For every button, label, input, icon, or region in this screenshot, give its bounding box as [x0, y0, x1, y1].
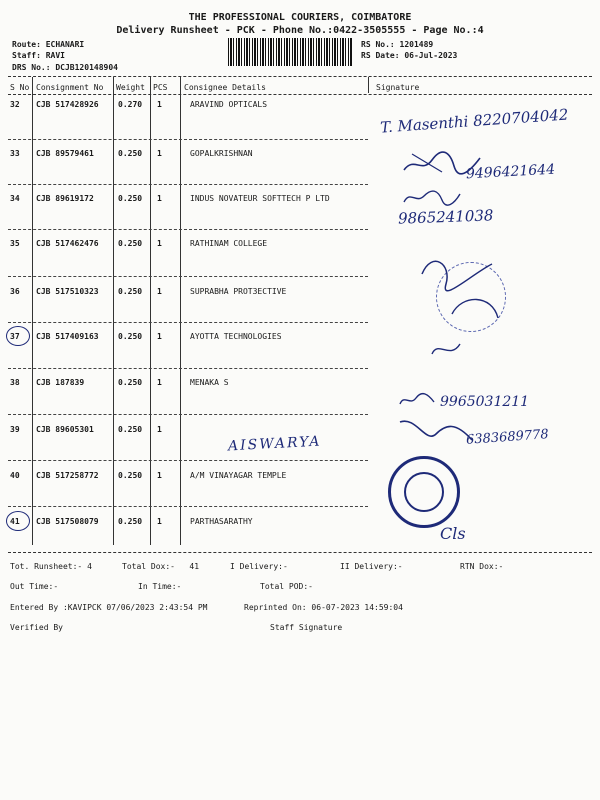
verified-by: Verified By — [10, 623, 63, 632]
round-seal-inner — [404, 472, 444, 512]
row-weight: 0.270 — [118, 100, 143, 109]
signature-39: 6383689778 — [465, 427, 550, 448]
col-header-weight: Weight — [116, 83, 145, 92]
row-separator — [8, 229, 368, 230]
row-separator — [8, 139, 368, 140]
signature-32: T. Masenthi 8220704042 — [379, 105, 569, 137]
row-separator — [8, 460, 368, 461]
row-sno: 32 — [10, 100, 20, 109]
row-pcs: 1 — [157, 194, 162, 203]
i-delivery: I Delivery:- — [230, 562, 288, 571]
row-sno: 39 — [10, 425, 20, 434]
col-divider — [150, 77, 151, 545]
row-weight: 0.250 — [118, 378, 143, 387]
row-consignment: CJB 89619172 — [36, 194, 94, 203]
row-consignee: RATHINAM COLLEGE — [190, 239, 268, 248]
staff-signature: Staff Signature — [270, 623, 343, 632]
row-weight: 0.250 — [118, 239, 143, 248]
row-sno: 41 — [10, 517, 20, 526]
col-header-sno: S No — [10, 83, 30, 92]
row-pcs: 1 — [157, 239, 162, 248]
handwritten-circle — [6, 326, 30, 346]
row-sno: 33 — [10, 149, 20, 158]
row-consignment: CJB 517462476 — [36, 239, 99, 248]
row-consignment: CJB 89579461 — [36, 149, 94, 158]
scribble-signature — [398, 392, 438, 408]
entered-by: Entered By :KAVIPCK 07/06/2023 2:43:54 PM — [10, 603, 208, 612]
row-sno: 37 — [10, 332, 20, 341]
row-consignee: PARTHASARATHY — [190, 517, 253, 526]
col-divider — [32, 77, 33, 545]
runsheet-subtitle: Delivery Runsheet - PCK - Phone No.:0422-3505555 - Page No.:4 — [116, 25, 484, 36]
row-weight: 0.250 — [118, 517, 143, 526]
row-consignment: CJB 517508079 — [36, 517, 99, 526]
col-divider — [113, 77, 114, 545]
row-separator — [8, 322, 368, 323]
total-dox: Total Dox:- 41 — [122, 562, 200, 571]
col-header-consignee: Consignee Details — [184, 83, 266, 92]
table-top-rule — [8, 76, 592, 77]
signature-33: 9496421644 — [465, 161, 556, 183]
scribble-signature — [402, 244, 512, 364]
row-separator — [8, 506, 368, 507]
row-sno: 36 — [10, 287, 20, 296]
row-pcs: 1 — [157, 425, 162, 434]
scribble-signature — [396, 414, 476, 454]
row-pcs: 1 — [157, 287, 162, 296]
ii-delivery: II Delivery:- — [340, 562, 403, 571]
staff-label: Staff: RAVI — [12, 51, 65, 60]
row-sno: 34 — [10, 194, 20, 203]
row-pcs: 1 — [157, 100, 162, 109]
row-consignment: CJB 89605301 — [36, 425, 94, 434]
row-consignee: A/M VINAYAGAR TEMPLE — [190, 471, 287, 480]
row-consignment: CJB 517510323 — [36, 287, 99, 296]
col-header-pcs: PCS — [153, 83, 168, 92]
row-pcs: 1 — [157, 149, 162, 158]
signature-41: Cls — [440, 524, 466, 543]
row-consignee: MENAKA S — [190, 378, 229, 387]
route-label: Route: ECHANARI — [12, 40, 85, 49]
row-separator — [8, 184, 368, 185]
row-pcs: 1 — [157, 471, 162, 480]
table-header-rule — [8, 94, 592, 95]
out-time: Out Time:- — [10, 582, 59, 591]
row-consignee: INDUS NOVATEUR SOFTTECH P LTD — [190, 194, 330, 203]
row-pcs: 1 — [157, 332, 162, 341]
signature-38: 9965031211 — [440, 394, 530, 410]
barcode-image — [228, 38, 353, 66]
row-sno: 40 — [10, 471, 20, 480]
row-pcs: 1 — [157, 517, 162, 526]
row-weight: 0.250 — [118, 425, 143, 434]
total-pod: Total POD:- — [260, 582, 313, 591]
row-consignee: SUPRABHA PROT3ECTIVE — [190, 287, 287, 296]
row-weight: 0.250 — [118, 287, 143, 296]
handwritten-circle — [6, 511, 30, 531]
in-time: In Time:- — [138, 582, 182, 591]
row-weight: 0.250 — [118, 471, 143, 480]
row-consignment: CJB 517428926 — [36, 100, 99, 109]
row-consignee: AYOTTA TECHNOLOGIES — [190, 332, 282, 341]
signature-34: 9865241038 — [397, 206, 494, 228]
rs-number: RS No.: 1201489 — [361, 40, 434, 49]
col-divider — [368, 77, 369, 93]
row-weight: 0.250 — [118, 149, 143, 158]
rs-date: RS Date: 06-Jul-2023 — [361, 51, 458, 60]
handwritten-name: AISWARYA — [227, 433, 322, 455]
col-header-consignment: Consignment No — [36, 83, 104, 92]
row-separator — [8, 414, 368, 415]
row-separator — [8, 368, 368, 369]
row-consignee: GOPALKRISHNAN — [190, 149, 253, 158]
scribble-signature — [402, 188, 462, 208]
row-weight: 0.250 — [118, 332, 143, 341]
row-consignment: CJB 187839 — [36, 378, 85, 387]
reprinted-on: Reprinted On: 06-07-2023 14:59:04 — [244, 603, 403, 612]
row-consignee: ARAVIND OPTICALS — [190, 100, 268, 109]
col-header-signature: Signature — [376, 83, 420, 92]
drs-number: DRS No.: DCJB120148904 — [12, 63, 118, 72]
row-consignment: CJB 517409163 — [36, 332, 99, 341]
company-title: THE PROFESSIONAL COURIERS, COIMBATORE — [188, 12, 412, 23]
row-weight: 0.250 — [118, 194, 143, 203]
col-divider — [180, 77, 181, 545]
row-pcs: 1 — [157, 378, 162, 387]
table-bottom-rule — [8, 552, 592, 553]
row-sno: 35 — [10, 239, 20, 248]
row-sno: 38 — [10, 378, 20, 387]
rtn-dox: RTN Dox:- — [460, 562, 504, 571]
row-consignment: CJB 517258772 — [36, 471, 99, 480]
tot-runsheet: Tot. Runsheet:- 4 — [10, 562, 92, 571]
row-separator — [8, 276, 368, 277]
